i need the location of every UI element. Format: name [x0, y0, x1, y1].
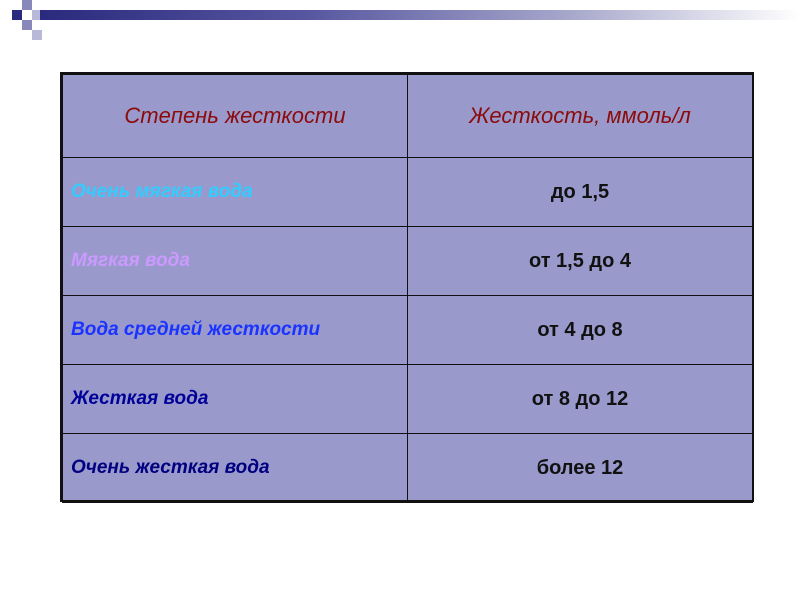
row-value: от 1,5 до 4: [408, 227, 753, 296]
header-cell-hardness: Жесткость, ммоль/л: [408, 75, 753, 158]
hardness-table-container: [60, 72, 754, 502]
hardness-table: [62, 74, 753, 503]
table-row: [63, 227, 753, 296]
table-row: [63, 158, 753, 227]
slide-decoration: [0, 0, 800, 50]
row-value: от 8 до 12: [408, 365, 753, 434]
row-value: до 1,5: [408, 158, 753, 227]
header-cell-degree: Степень жесткости: [63, 75, 408, 158]
row-value: от 4 до 8: [408, 296, 753, 365]
deco-square: [12, 10, 22, 20]
row-category: Вода средней жесткости: [63, 296, 408, 365]
row-category: Очень жесткая вода: [63, 434, 408, 503]
deco-gradient-bar: [40, 10, 800, 20]
row-category: Жесткая вода: [63, 365, 408, 434]
deco-square: [32, 30, 42, 40]
table-header-row: [63, 75, 753, 158]
table-row: [63, 434, 753, 503]
row-value: более 12: [408, 434, 753, 503]
deco-square: [22, 0, 32, 10]
table-row: [63, 365, 753, 434]
row-category: Мягкая вода: [63, 227, 408, 296]
row-category: Очень мягкая вода: [63, 158, 408, 227]
table-row: [63, 296, 753, 365]
deco-square: [22, 20, 32, 30]
